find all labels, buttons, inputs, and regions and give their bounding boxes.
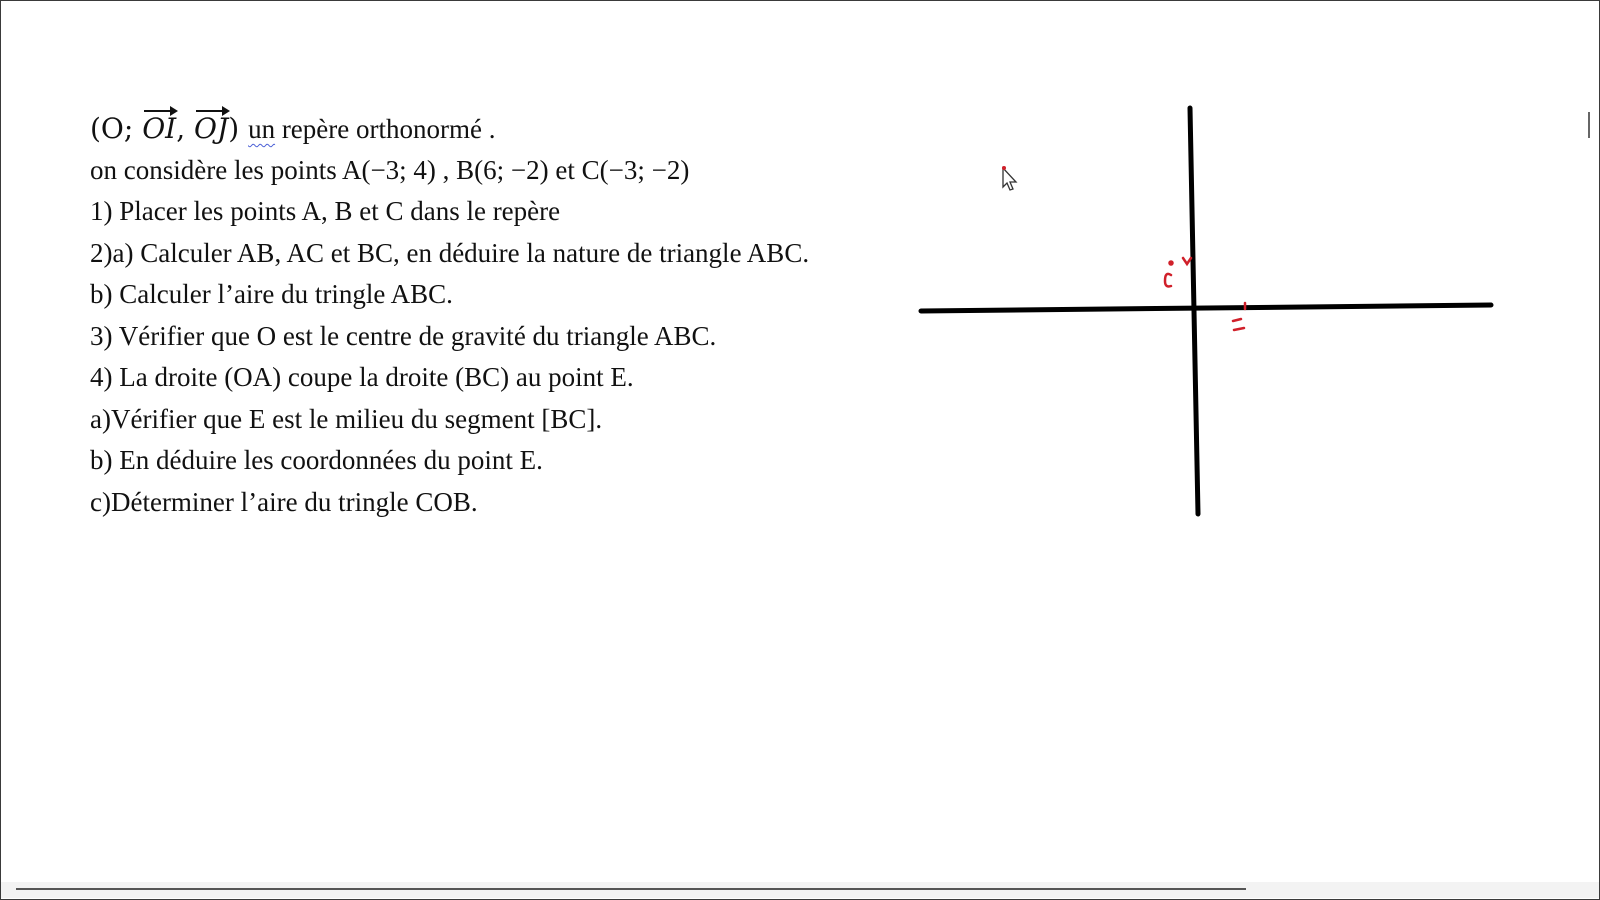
vector-oj: OJ <box>194 108 228 150</box>
line-q4: 4) La droite (OA) coupe la droite (BC) au point E. <box>90 362 634 392</box>
line-q3: 3) Vérifier que O est le centre de gravité du triangle ABC. <box>90 320 717 351</box>
line-q2a: 2)a) Calculer AB, AC et BC, en déduire la nature de triangle ABC. <box>90 237 810 268</box>
pen-dot <box>1002 166 1006 170</box>
line-points: on considère les points A(−3; 4) , B(6; −2) et C(−3; −2) <box>90 154 690 185</box>
vector-oi: OI <box>142 108 176 150</box>
frame-text: repère orthonormé . <box>275 114 496 144</box>
line-q4a: a)Vérifier que E est le milieu du segment [BC]. <box>90 403 603 434</box>
dot-mark <box>1170 262 1173 265</box>
line-q1: 1) Placer les points A, B et C dans le repère <box>90 196 561 226</box>
j-mark <box>1183 258 1191 264</box>
line-q2b: b) Calculer l’aire du tringle ABC. <box>90 279 453 309</box>
origin-mark-o <box>1165 274 1171 287</box>
math-open: (O; <box>90 112 143 145</box>
spellcheck-word[interactable]: un <box>248 114 276 144</box>
origin-annotation <box>1165 258 1245 330</box>
line-q4c: c)Déterminer l’aire du tringle COB. <box>90 486 478 517</box>
x-axis <box>921 305 1491 311</box>
y-axis <box>1190 108 1198 514</box>
cursor-icon <box>1002 166 1016 190</box>
math-close: ) <box>228 112 249 145</box>
line-q4b: b) En déduire les coordonnées du point E. <box>90 445 543 475</box>
math-comma: , <box>176 112 195 145</box>
